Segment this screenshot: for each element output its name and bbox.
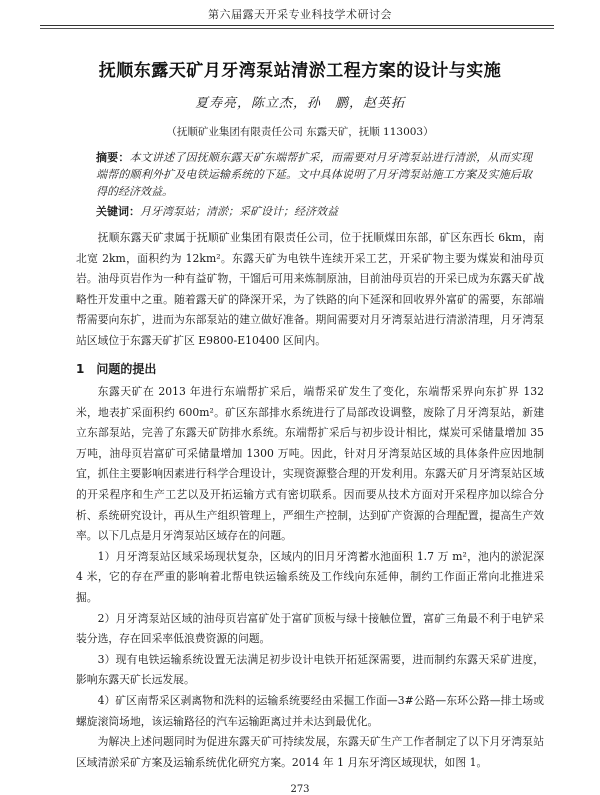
keywords-label: 关键词： xyxy=(96,205,140,218)
paper-title: 抚顺东露天矿月牙湾泵站清淤工程方案的设计与实施 xyxy=(98,61,502,81)
keywords xyxy=(96,203,532,220)
problem-item-2: 2）月牙湾泵站区域的油母页岩富矿处于富矿顶板与绿十接触位置，富矿三角最不利于电铲采装分选，存在回采率低浪费资源的问题。 xyxy=(76,611,544,646)
section-1-body xyxy=(76,382,544,773)
keywords-text: 月牙湾泵站；清淤；采矿设计；经济效益 xyxy=(140,205,338,218)
header-rule xyxy=(40,25,554,26)
problem-item-3: 3）现有电铁运输系统设置无法满足初步设计电铁开拓延深需要，进而制约东露天采矿进度，影响东露天矿长远发展。 xyxy=(76,652,544,687)
problem-item-1: 1）月牙湾泵站区域采场现状复杂，区域内的旧月牙湾蓄水池面积 1.7 万 m²，池内的淤泥深 4 米，它的存在严重的影响着北帮电铁运输系统及工作线向东延伸，制约工作面正常向北推进采掘。 xyxy=(76,549,544,604)
abstract xyxy=(96,149,532,200)
body-paragraph: 东露天矿在 2013 年进行东端帮扩采后，端帮采矿发生了变化，东端帮采界向东扩界 132 米，地表扩采面积约 600m²。矿区东部排水系统进行了局部改设调整，废除了月牙湾泵站，新建立东部泵站，完善了东露天矿防排水系统。东端帮扩采后与初步设计相比，煤炭可采储量增加 35 万吨，油母页岩富矿可采储量增加 1300 万吨。因此，针对月牙湾泵站区域的具体条件应因地制宜，抓住主要影响因素进行科学合理设计，实现资源整合理的开发利用。东露天矿月牙湾泵站区域的开采程序和生产工艺以及开拓运输方式有密切联系。因而要从技术方面对开采程序加以综合分析、系统研究设计，再从生产组织管理上，严细生产控制，达到矿产资源的合理配置，提高生产效率。以下几点是月牙湾泵站区域存在的问题。 xyxy=(76,385,544,543)
header-rule-thin xyxy=(40,28,554,29)
author-affiliation: （抚顺矿业集团有限责任公司 东露天矿，抚顺 113003） xyxy=(166,126,434,138)
running-header: 第六届露天开采专业科技学术研讨会 xyxy=(208,8,392,21)
intro-section xyxy=(76,228,544,352)
abstract-label: 摘要： xyxy=(96,151,130,164)
body-paragraph-closing: 为解决上述问题同时为促进东露天矿可持续发展，东露天矿生产工作者制定了以下月牙湾泵站区域清淤采矿方案及运输系统优化研究方案。2014 年 1 月东牙湾区域现状，如图 1。 xyxy=(76,735,544,769)
author-list: 夏寿亮，陈立杰，孙 鹏，赵英拓 xyxy=(194,96,405,111)
abstract-text: 本文讲述了因抚顺东露天矿东端帮扩采，而需要对月牙湾泵站进行清淤，从而实现端帮的顺利外扩及电铁运输系统的下延。文中具体说明了月牙湾泵站施工方案及实施后取得的经济效益。 xyxy=(96,151,533,198)
section-heading-1: 1 问题的提出 xyxy=(76,362,157,376)
page-number: 273 xyxy=(290,784,310,795)
problem-item-4: 4）矿区南帮采区剥离物和洗料的运输系统要经由采掘工作面—3#公路—东环公路—排土场或螺旋滚筒场地，该运输路径的汽车运输距离过并未达到最优化。 xyxy=(76,693,544,728)
intro-paragraph: 抚顺东露天矿隶属于抚顺矿业集团有限责任公司，位于抚顺煤田东部，矿区东西长 6km，南北宽 2km，面积约为 12km²。东露天矿为电铁牛连续开采工艺，开采矿物主要为煤炭和油母页岩。油母页岩作为一种有益矿物，干馏后可用来炼制原油，目前油母页岩的开采已成为东露天矿战略性开发重中之重。随着露天矿的降深开采，为了铁路的向下延深和回收界外富矿的需要，东部端帮需要向东扩，进而为东部泵站的建立做好准备。期间需要对月牙湾泵站进行清淤清理，月牙湾泵站区域位于东露天矿扩区 E9800-E10400 区间内。 xyxy=(76,231,544,347)
